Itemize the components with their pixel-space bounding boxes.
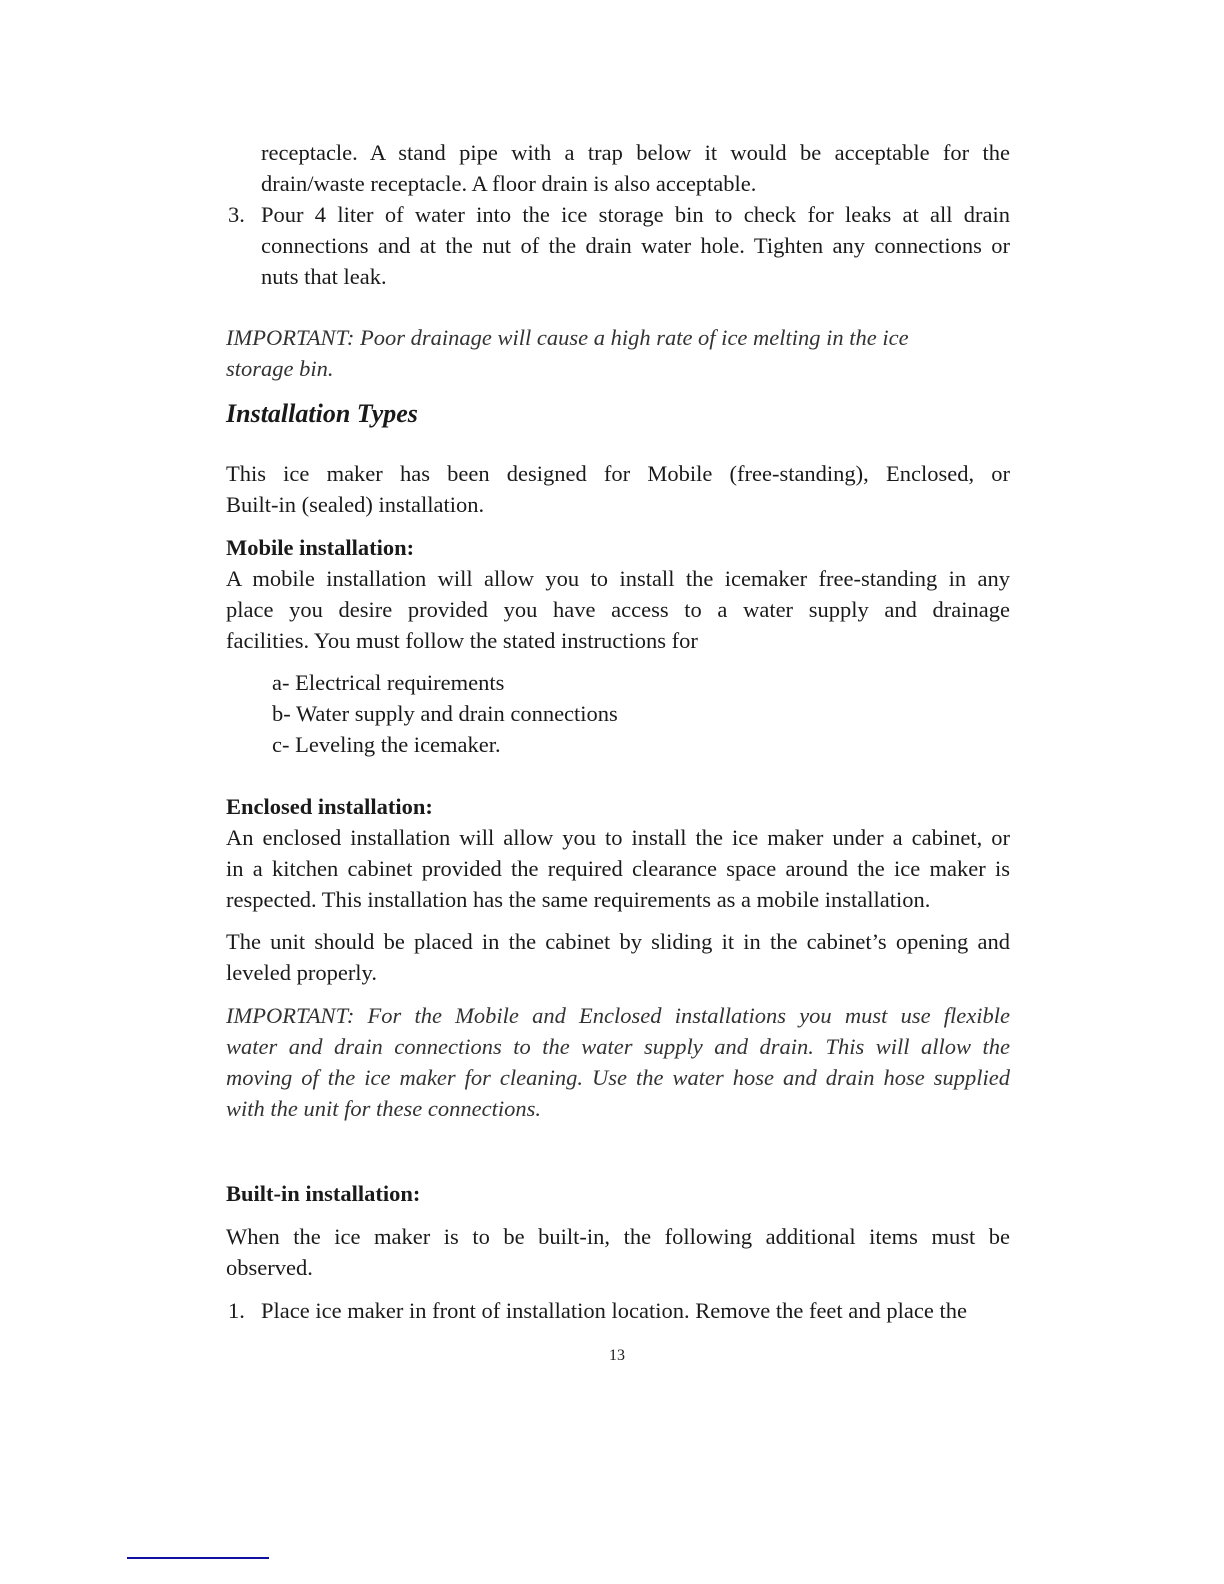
- text-line: with the unit for these connections.: [226, 1096, 541, 1121]
- text-line: IMPORTANT: For the Mobile and Enclosed installations you must use flexible: [226, 1003, 1010, 1028]
- enclosed-heading: Enclosed installation:: [226, 794, 433, 819]
- text-line: The unit should be placed in the cabinet by sliding it in the cabinet’s opening and: [226, 929, 1010, 954]
- important-drainage-note: [226, 322, 1010, 384]
- builtin-paragraph: [226, 1221, 1010, 1283]
- text-line: water and drain connections to the water supply and drain. This will allow the: [226, 1034, 1010, 1059]
- continued-paragraph: [261, 137, 1010, 199]
- intro-paragraph: [226, 458, 1010, 520]
- footer-rule: [127, 1557, 269, 1559]
- step-number: 3.: [228, 202, 245, 227]
- text-line: Built-in (sealed) installation.: [226, 492, 485, 517]
- text-line: c- Leveling the icemaker.: [272, 732, 501, 757]
- text-line: nuts that leak.: [261, 264, 387, 289]
- text-line: in a kitchen cabinet provided the required clearance space around the ice maker is: [226, 856, 1010, 881]
- enclosed-paragraph-2: [226, 926, 1010, 988]
- step-number: 1.: [228, 1298, 245, 1323]
- step-1: [228, 1295, 1010, 1326]
- text-line: a- Electrical requirements: [272, 670, 505, 695]
- mobile-paragraph: [226, 563, 1010, 656]
- enclosed-paragraph: [226, 822, 1010, 915]
- page-number: 13: [609, 1347, 625, 1364]
- mobile-heading: Mobile installation:: [226, 535, 415, 560]
- text-line: When the ice maker is to be built-in, the following additional items must be: [226, 1224, 1010, 1249]
- text-line: observed.: [226, 1255, 313, 1280]
- text-line: connections and at the nut of the drain water hole. Tighten any connections or: [261, 233, 1010, 258]
- text-line: Place ice maker in front of installation location. Remove the feet and place the: [261, 1298, 967, 1323]
- text-line: moving of the ice maker for cleaning. Use the water hose and drain hose supplied: [226, 1065, 1010, 1090]
- text-line: This ice maker has been designed for Mobile (free-standing), Enclosed, or: [226, 461, 1010, 486]
- mobile-requirements-list: [272, 667, 618, 760]
- section-title: Installation Types: [226, 399, 418, 428]
- text-line: place you desire provided you have access to a water supply and drainage: [226, 597, 1010, 622]
- text-line: receptacle. A stand pipe with a trap below it would be acceptable for the: [261, 140, 1010, 165]
- text-line: IMPORTANT: Poor drainage will cause a high rate of ice melting in the ice: [226, 325, 909, 350]
- text-line: respected. This installation has the same requirements as a mobile installation.: [226, 887, 931, 912]
- text-line: b- Water supply and drain connections: [272, 701, 618, 726]
- builtin-heading: Built-in installation:: [226, 1181, 421, 1206]
- text-line: drain/waste receptacle. A floor drain is also acceptable.: [261, 171, 757, 196]
- step-3: [228, 199, 1010, 292]
- text-line: facilities. You must follow the stated instructions for: [226, 628, 698, 653]
- text-line: A mobile installation will allow you to install the icemaker free-standing in any: [226, 566, 1010, 591]
- text-line: leveled properly.: [226, 960, 377, 985]
- text-line: An enclosed installation will allow you to install the ice maker under a cabinet, or: [226, 825, 1010, 850]
- text-line: Pour 4 liter of water into the ice storage bin to check for leaks at all drain: [261, 202, 1010, 227]
- important-flexible-note: [226, 1000, 1010, 1124]
- text-line: storage bin.: [226, 356, 334, 381]
